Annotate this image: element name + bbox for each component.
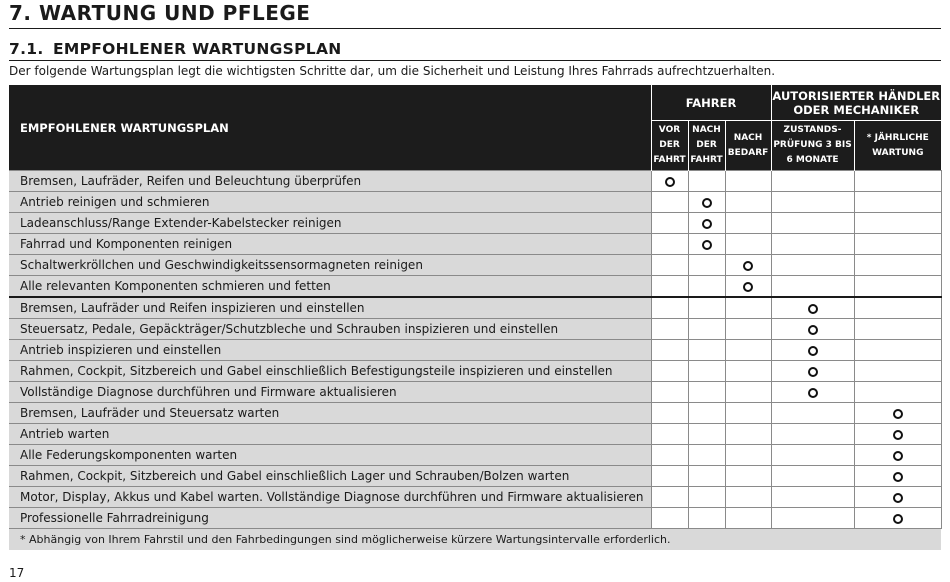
schedule-cell <box>725 361 771 382</box>
table-row <box>9 276 941 298</box>
schedule-cell <box>651 340 688 361</box>
schedule-marker-icon <box>702 240 712 250</box>
table-row <box>9 403 941 424</box>
schedule-cell <box>688 340 725 361</box>
schedule-marker-icon <box>808 367 818 377</box>
task-label: Professionelle Fahrradreinigung <box>9 508 651 529</box>
schedule-cell <box>771 445 854 466</box>
schedule-marker-icon <box>665 177 675 187</box>
table-row <box>9 466 941 487</box>
column-header-before-ride: VOR DER FAHRT <box>651 121 688 171</box>
schedule-marker-icon <box>808 325 818 335</box>
schedule-cell <box>651 424 688 445</box>
schedule-cell <box>771 171 854 192</box>
schedule-marker-icon <box>893 409 903 419</box>
task-label: Bremsen, Laufräder und Reifen inspizieren und einstellen <box>9 297 651 319</box>
schedule-cell <box>688 361 725 382</box>
table-row <box>9 319 941 340</box>
task-label: Fahrrad und Komponenten reinigen <box>9 234 651 255</box>
schedule-cell <box>725 424 771 445</box>
schedule-marker-icon <box>743 261 753 271</box>
schedule-cell <box>854 508 941 529</box>
schedule-cell <box>771 424 854 445</box>
schedule-cell <box>771 255 854 276</box>
schedule-cell <box>688 424 725 445</box>
task-label: Motor, Display, Akkus und Kabel warten. Vollständige Diagnose durchführen und Firmware aktualisieren <box>9 487 651 508</box>
schedule-cell <box>688 319 725 340</box>
table-row <box>9 234 941 255</box>
schedule-cell <box>688 466 725 487</box>
table-row <box>9 508 941 529</box>
schedule-cell <box>854 403 941 424</box>
schedule-cell <box>651 508 688 529</box>
schedule-cell <box>688 297 725 319</box>
schedule-cell <box>854 424 941 445</box>
subsection-heading <box>9 40 342 58</box>
schedule-cell <box>688 213 725 234</box>
schedule-cell <box>651 297 688 319</box>
schedule-cell <box>725 255 771 276</box>
schedule-cell <box>854 487 941 508</box>
task-label: Vollständige Diagnose durchführen und Firmware aktualisieren <box>9 382 651 403</box>
schedule-cell <box>688 382 725 403</box>
schedule-marker-icon <box>893 451 903 461</box>
column-header-annual-service: * JÄHRLICHE WARTUNG <box>854 121 941 171</box>
schedule-cell <box>771 403 854 424</box>
schedule-cell <box>854 276 941 298</box>
intro-text: Der folgende Wartungsplan legt die wichtigsten Schritte dar, um die Sicherheit und Leistung Ihres Fahrrads aufrechtzuerhalten. <box>9 64 776 78</box>
schedule-cell <box>771 213 854 234</box>
schedule-marker-icon <box>743 282 753 292</box>
schedule-cell <box>651 276 688 298</box>
table-row <box>9 192 941 213</box>
schedule-cell <box>651 213 688 234</box>
task-label: Rahmen, Cockpit, Sitzbereich und Gabel einschließlich Lager und Schrauben/Bolzen warten <box>9 466 651 487</box>
schedule-cell <box>854 319 941 340</box>
schedule-cell <box>725 171 771 192</box>
schedule-cell <box>688 487 725 508</box>
schedule-cell <box>651 403 688 424</box>
schedule-marker-icon <box>893 472 903 482</box>
column-header-as-needed: NACH BEDARF <box>725 121 771 171</box>
schedule-marker-icon <box>893 430 903 440</box>
schedule-cell <box>771 192 854 213</box>
subheading-divider <box>9 60 941 61</box>
schedule-cell <box>725 403 771 424</box>
table-footnote: * Abhängig von Ihrem Fahrstil und den Fahrbedingungen sind möglicherweise kürzere Wartungsintervalle erforderlich. <box>9 529 941 551</box>
table-row <box>9 297 941 319</box>
table-body <box>9 171 941 551</box>
schedule-cell <box>725 234 771 255</box>
group-header-rider: FAHRER <box>651 85 771 121</box>
table-main-header: EMPFOHLENER WARTUNGSPLAN <box>9 85 651 171</box>
table-row <box>9 445 941 466</box>
schedule-cell <box>651 171 688 192</box>
schedule-cell <box>725 466 771 487</box>
page-number: 17 <box>9 566 25 580</box>
task-label: Rahmen, Cockpit, Sitzbereich und Gabel einschließlich Befestigungsteile inspizieren und einstellen <box>9 361 651 382</box>
heading-divider <box>9 28 941 29</box>
schedule-cell <box>854 382 941 403</box>
schedule-cell <box>688 192 725 213</box>
table-row <box>9 255 941 276</box>
schedule-marker-icon <box>808 346 818 356</box>
section-heading: 7. WARTUNG UND PFLEGE <box>9 1 311 25</box>
schedule-cell <box>771 508 854 529</box>
schedule-cell <box>854 213 941 234</box>
schedule-cell <box>854 297 941 319</box>
schedule-cell <box>854 171 941 192</box>
schedule-cell <box>725 297 771 319</box>
subsection-number: 7.1. <box>9 40 44 58</box>
column-header-condition-check: ZUSTANDS-PRÜFUNG 3 BIS 6 MONATE <box>771 121 854 171</box>
schedule-cell <box>688 171 725 192</box>
table-row <box>9 213 941 234</box>
schedule-cell <box>771 297 854 319</box>
schedule-cell <box>854 466 941 487</box>
schedule-cell <box>854 255 941 276</box>
subsection-title: EMPFOHLENER WARTUNGSPLAN <box>53 40 342 58</box>
schedule-marker-icon <box>808 388 818 398</box>
schedule-cell <box>771 361 854 382</box>
table-row <box>9 340 941 361</box>
schedule-cell <box>854 192 941 213</box>
table-row <box>9 171 941 192</box>
schedule-cell <box>651 382 688 403</box>
task-label: Antrieb warten <box>9 424 651 445</box>
schedule-cell <box>651 192 688 213</box>
schedule-cell <box>771 382 854 403</box>
schedule-cell <box>725 340 771 361</box>
schedule-cell <box>688 276 725 298</box>
schedule-cell <box>854 340 941 361</box>
schedule-cell <box>688 403 725 424</box>
schedule-cell <box>651 319 688 340</box>
schedule-marker-icon <box>893 514 903 524</box>
task-label: Schaltwerkröllchen und Geschwindigkeitssensormagneten reinigen <box>9 255 651 276</box>
schedule-cell <box>771 340 854 361</box>
table-row <box>9 382 941 403</box>
schedule-cell <box>725 213 771 234</box>
footnote-row <box>9 529 941 551</box>
schedule-cell <box>771 319 854 340</box>
schedule-cell <box>651 466 688 487</box>
group-header-dealer: AUTORISIERTER HÄNDLER ODER MECHANIKER <box>771 85 941 121</box>
task-label: Bremsen, Laufräder, Reifen und Beleuchtung überprüfen <box>9 171 651 192</box>
task-label: Alle relevanten Komponenten schmieren und fetten <box>9 276 651 298</box>
schedule-cell <box>854 361 941 382</box>
schedule-cell <box>725 508 771 529</box>
schedule-cell <box>651 234 688 255</box>
task-label: Steuersatz, Pedale, Gepäckträger/Schutzbleche und Schrauben inspizieren und einstellen <box>9 319 651 340</box>
schedule-cell <box>688 234 725 255</box>
table-row <box>9 361 941 382</box>
task-label: Alle Federungskomponenten warten <box>9 445 651 466</box>
schedule-marker-icon <box>702 219 712 229</box>
schedule-cell <box>725 276 771 298</box>
task-label: Antrieb inspizieren und einstellen <box>9 340 651 361</box>
schedule-cell <box>771 276 854 298</box>
column-header-after-ride: NACH DER FAHRT <box>688 121 725 171</box>
schedule-marker-icon <box>702 198 712 208</box>
schedule-cell <box>651 361 688 382</box>
task-label: Antrieb reinigen und schmieren <box>9 192 651 213</box>
schedule-cell <box>651 445 688 466</box>
task-label: Ladeanschluss/Range Extender-Kabelstecker reinigen <box>9 213 651 234</box>
schedule-cell <box>854 445 941 466</box>
schedule-marker-icon <box>893 493 903 503</box>
schedule-cell <box>725 487 771 508</box>
schedule-marker-icon <box>808 304 818 314</box>
schedule-cell <box>725 192 771 213</box>
schedule-cell <box>651 487 688 508</box>
schedule-cell <box>854 234 941 255</box>
schedule-cell <box>771 234 854 255</box>
schedule-cell <box>688 445 725 466</box>
schedule-cell <box>725 445 771 466</box>
schedule-cell <box>651 255 688 276</box>
schedule-cell <box>725 382 771 403</box>
table-row <box>9 487 941 508</box>
schedule-cell <box>688 508 725 529</box>
task-label: Bremsen, Laufräder und Steuersatz warten <box>9 403 651 424</box>
maintenance-table <box>9 85 942 550</box>
schedule-cell <box>771 466 854 487</box>
table-row <box>9 424 941 445</box>
schedule-cell <box>771 487 854 508</box>
schedule-cell <box>725 319 771 340</box>
schedule-cell <box>688 255 725 276</box>
